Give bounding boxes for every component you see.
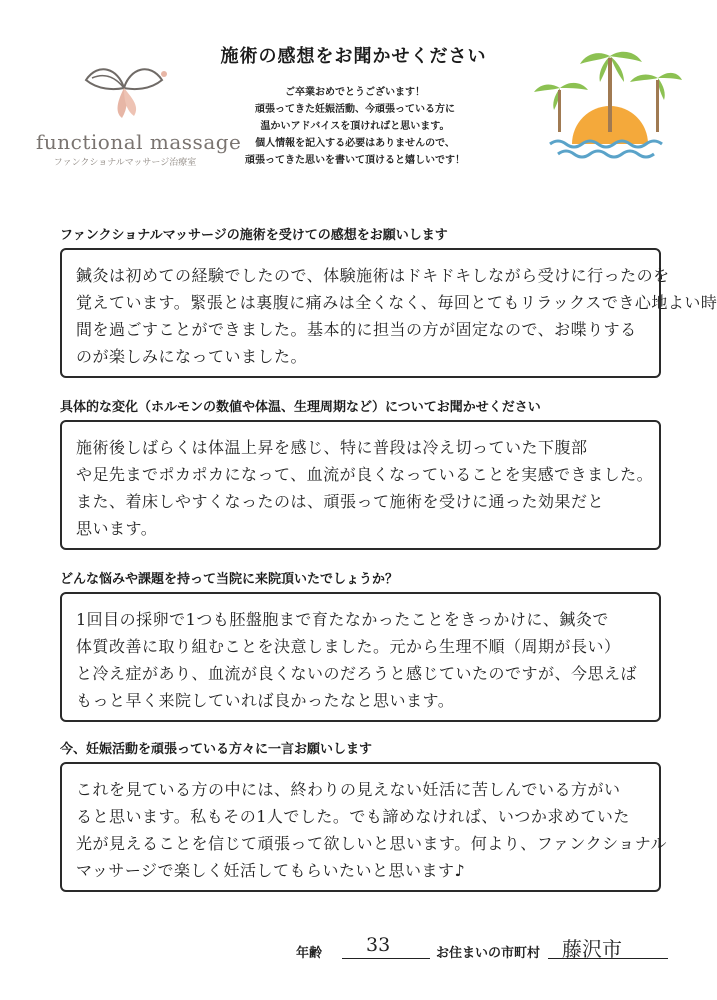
answer-line: 1回目の採卵で1つも胚盤胞まで育たなかったことをきっかけに、鍼灸で	[76, 610, 609, 629]
logo-mark-icon	[78, 60, 170, 120]
answer-line: 覚えています。緊張とは裏腹に痛みは全くなく、毎回とてもリラックスでき心地よい時	[76, 293, 717, 312]
logo	[36, 60, 242, 170]
answer-box	[60, 592, 661, 722]
answer-line: これを見ている方の中には、終わりの見えない妊活に苦しんでいる方がい	[76, 780, 621, 799]
logo-name: functional massage	[36, 130, 242, 154]
answer-line: 体質改善に取り組むことを決意しました。元から生理不順（周期が長い）	[76, 637, 621, 656]
answer-box	[60, 420, 661, 550]
city-value: 藤沢市	[562, 937, 622, 961]
intro-line: 温かいアドバイスを頂ければと思います。	[260, 121, 450, 132]
footer	[296, 934, 686, 964]
answer-line: のが楽しみになっていました。	[76, 347, 308, 366]
answer-text	[76, 776, 667, 884]
answer-text	[76, 434, 654, 542]
intro-line: 頑張ってきた妊娠活動、今頑張っている方に	[255, 104, 455, 115]
answer-line: と冷え症があり、血流が良くないのだろうと感じていたのですが、今思えば	[76, 664, 638, 683]
answer-line: 光が見えることを信じて頑張って欲しいと思います。何より、ファンクショナル	[76, 834, 667, 853]
answer-text	[76, 606, 647, 714]
answer-line: 間を過ごすことができました。基本的に担当の方が固定なので、お喋りする	[76, 320, 637, 339]
answer-box	[60, 248, 717, 378]
intro-line: ご卒業おめでとうございます！	[285, 87, 425, 98]
question-label: 今、妊娠活動を頑張っている方々に一言お願いします	[60, 742, 373, 757]
city-underline	[548, 958, 668, 959]
answer-line: や足先までポカポカになって、血流が良くなっていることを実感できました。	[76, 465, 654, 484]
palm-beach-illustration	[532, 44, 682, 164]
age-underline	[342, 958, 430, 959]
city-label: お住まいの市町村	[436, 946, 541, 961]
answer-line: 施術後しばらくは体温上昇を感じ、特に普段は冷え切っていた下腹部	[76, 438, 588, 457]
logo-subtitle: ファンクショナルマッサージ治療室	[53, 158, 197, 168]
answer-line: もっと早く来院していれば良かったなと思います。	[76, 691, 455, 710]
intro-text	[230, 84, 480, 169]
answer-line: マッサージで楽しく妊活してもらいたいと思います♪	[76, 861, 466, 880]
answer-box	[60, 762, 667, 892]
answer-text	[76, 262, 717, 370]
answer-line: 鍼灸は初めての経験でしたので、体験施術はドキドキしながら受けに行ったのを	[76, 266, 670, 285]
question-label: 具体的な変化（ホルモンの数値や体温、生理周期など）についてお聞かせください	[60, 400, 541, 415]
intro-line: 個人情報を記入する必要はありませんので、	[255, 138, 455, 149]
answer-line: また、着床しやすくなったのは、頑張って施術を受けに通った効果だと	[76, 492, 605, 511]
page-title: 施術の感想をお聞かせください	[220, 46, 487, 67]
answer-line: ると思います。私もその1人でした。でも諦めなければ、いつか求めていた	[76, 807, 630, 826]
question-label: どんな悩みや課題を持って当院に来院頂いたでしょうか？	[60, 572, 399, 587]
question-label: ファンクショナルマッサージの施術を受けての感想をお願いします	[60, 228, 448, 243]
intro-line: 頑張ってきた思いを書いて頂けると嬉しいです！	[245, 155, 465, 166]
age-value: 33	[366, 934, 391, 956]
answer-line: 思います。	[76, 519, 158, 538]
age-label: 年齢	[296, 946, 323, 961]
